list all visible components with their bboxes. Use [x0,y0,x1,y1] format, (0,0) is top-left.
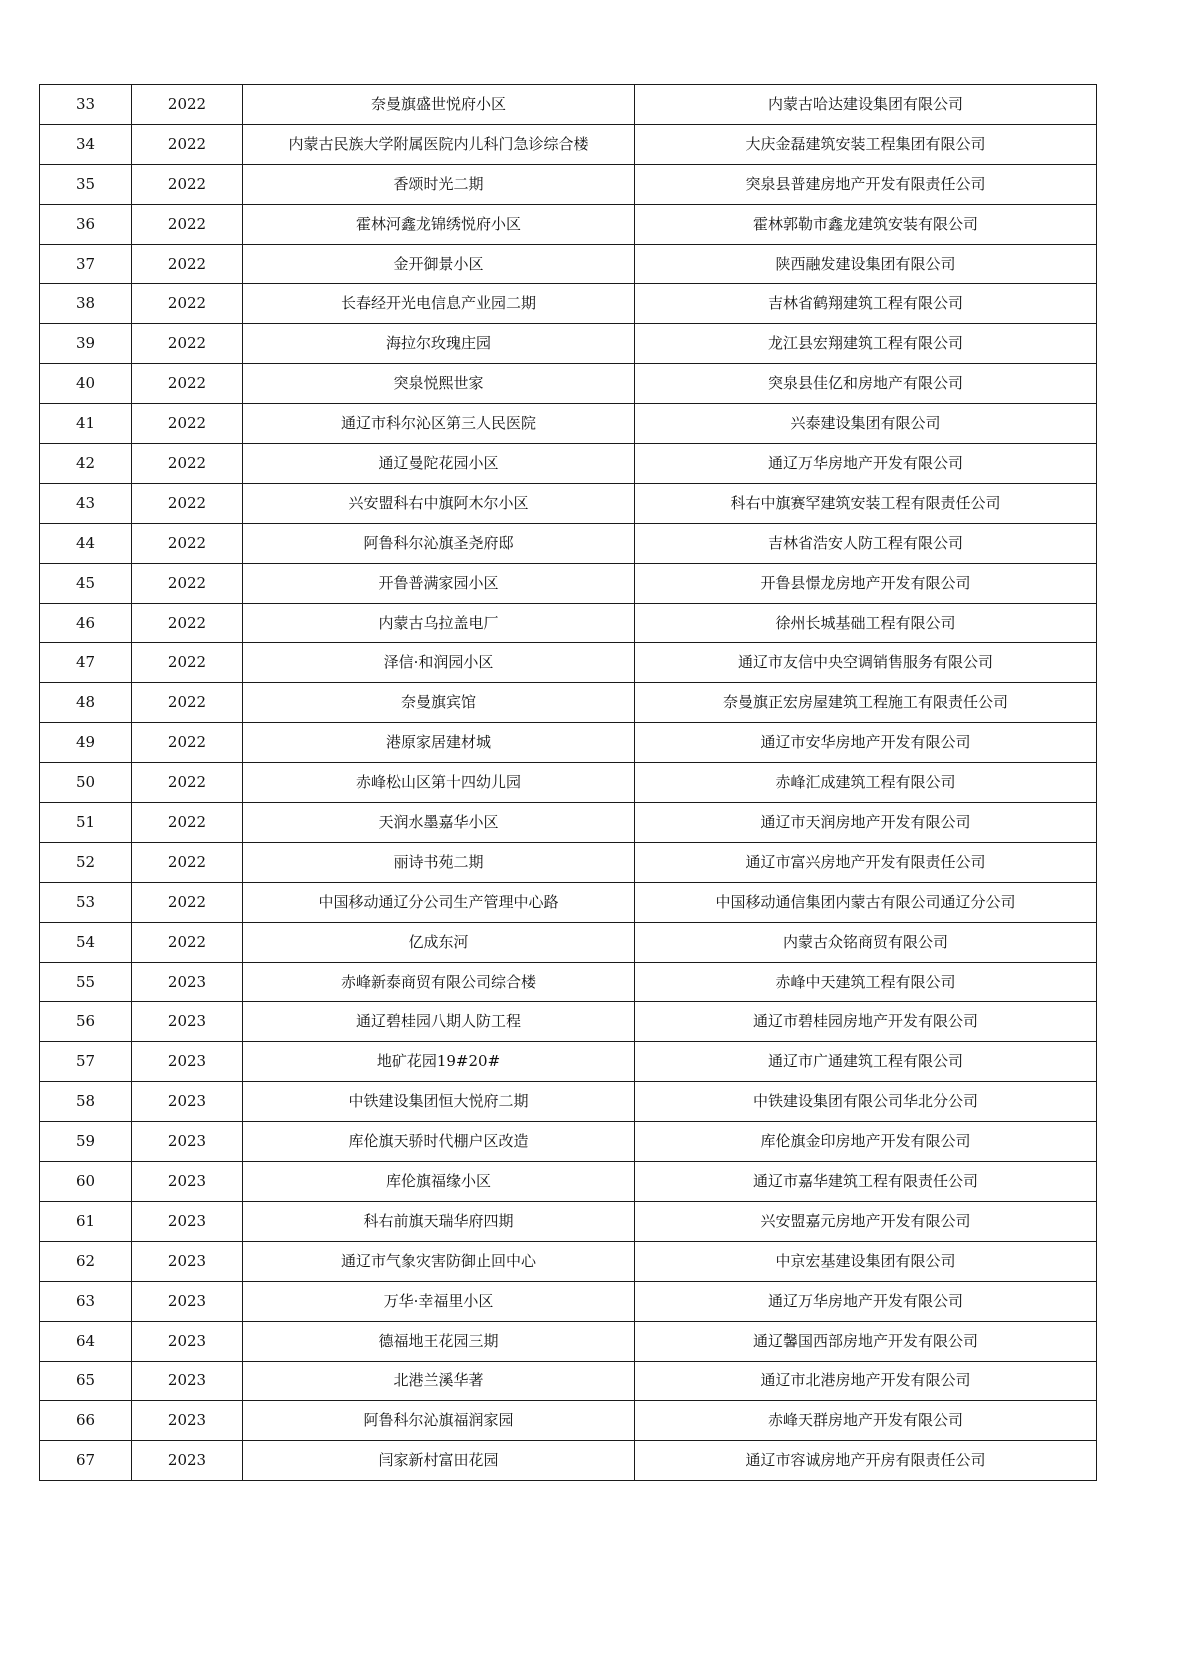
row-project-name-cell: 突泉悦熙世家 [243,364,635,404]
row-company-name-cell: 通辽市容诚房地产开房有限责任公司 [635,1441,1097,1481]
row-company-name-cell: 通辽市北港房地产开发有限公司 [635,1361,1097,1401]
row-year-cell: 2023 [132,1122,243,1162]
row-year-cell: 2023 [132,1241,243,1281]
row-year-cell: 2022 [132,124,243,164]
row-project-name-cell: 内蒙古乌拉盖电厂 [243,603,635,643]
row-year-cell: 2022 [132,244,243,284]
table-row [40,643,1097,683]
row-company-name-cell: 奈曼旗正宏房屋建筑工程施工有限责任公司 [635,683,1097,723]
table-row [40,1321,1097,1361]
row-number-cell: 66 [40,1401,132,1441]
row-company-name-cell: 库伦旗金印房地产开发有限公司 [635,1122,1097,1162]
row-project-name-cell: 霍林河鑫龙锦绣悦府小区 [243,204,635,244]
row-number-cell: 39 [40,324,132,364]
row-company-name-cell: 通辽万华房地产开发有限公司 [635,444,1097,484]
table-row [40,1281,1097,1321]
table-row [40,85,1097,125]
table-row [40,763,1097,803]
row-company-name-cell: 中京宏基建设集团有限公司 [635,1241,1097,1281]
row-company-name-cell: 兴安盟嘉元房地产开发有限公司 [635,1201,1097,1241]
row-number-cell: 33 [40,85,132,125]
row-project-name-cell: 海拉尔玫瑰庄园 [243,324,635,364]
row-company-name-cell: 赤峰汇成建筑工程有限公司 [635,763,1097,803]
row-number-cell: 47 [40,643,132,683]
table-row [40,1441,1097,1481]
table-row [40,1162,1097,1202]
row-project-name-cell: 开鲁普满家园小区 [243,563,635,603]
table-row [40,1082,1097,1122]
row-year-cell: 2022 [132,683,243,723]
row-year-cell: 2023 [132,1281,243,1321]
row-company-name-cell: 霍林郭勒市鑫龙建筑安装有限公司 [635,204,1097,244]
row-project-name-cell: 天润水墨嘉华小区 [243,803,635,843]
table-row [40,683,1097,723]
row-company-name-cell: 突泉县佳亿和房地产有限公司 [635,364,1097,404]
row-number-cell: 53 [40,882,132,922]
row-year-cell: 2022 [132,723,243,763]
row-company-name-cell: 赤峰天群房地产开发有限公司 [635,1401,1097,1441]
table-row [40,1002,1097,1042]
table-row [40,444,1097,484]
row-project-name-cell: 通辽碧桂园八期人防工程 [243,1002,635,1042]
row-number-cell: 58 [40,1082,132,1122]
row-company-name-cell: 科右中旗赛罕建筑安装工程有限责任公司 [635,483,1097,523]
row-year-cell: 2022 [132,803,243,843]
row-company-name-cell: 通辽市友信中央空调销售服务有限公司 [635,643,1097,683]
row-project-name-cell: 科右前旗天瑞华府四期 [243,1201,635,1241]
table-row [40,842,1097,882]
row-project-name-cell: 中铁建设集团恒大悦府二期 [243,1082,635,1122]
row-project-name-cell: 通辽市科尔沁区第三人民医院 [243,404,635,444]
row-number-cell: 49 [40,723,132,763]
row-number-cell: 45 [40,563,132,603]
row-number-cell: 37 [40,244,132,284]
row-year-cell: 2022 [132,842,243,882]
table-row [40,364,1097,404]
table-row [40,284,1097,324]
row-project-name-cell: 通辽市气象灾害防御止回中心 [243,1241,635,1281]
row-project-name-cell: 港原家居建材城 [243,723,635,763]
row-project-name-cell: 通辽曼陀花园小区 [243,444,635,484]
row-year-cell: 2022 [132,364,243,404]
table-body [40,85,1097,1481]
row-company-name-cell: 大庆金磊建筑安装工程集团有限公司 [635,124,1097,164]
row-company-name-cell: 通辽市广通建筑工程有限公司 [635,1042,1097,1082]
table-row [40,1122,1097,1162]
table-row [40,603,1097,643]
table-row [40,922,1097,962]
row-year-cell: 2023 [132,1441,243,1481]
row-year-cell: 2022 [132,404,243,444]
row-number-cell: 63 [40,1281,132,1321]
row-project-name-cell: 赤峰松山区第十四幼儿园 [243,763,635,803]
table-row [40,124,1097,164]
row-project-name-cell: 丽诗书苑二期 [243,842,635,882]
row-year-cell: 2023 [132,1321,243,1361]
row-number-cell: 43 [40,483,132,523]
row-company-name-cell: 赤峰中天建筑工程有限公司 [635,962,1097,1002]
table-row [40,523,1097,563]
row-year-cell: 2022 [132,922,243,962]
table-row [40,244,1097,284]
row-number-cell: 56 [40,1002,132,1042]
row-company-name-cell: 通辽馨国西部房地产开发有限公司 [635,1321,1097,1361]
row-year-cell: 2022 [132,204,243,244]
row-number-cell: 60 [40,1162,132,1202]
table-row [40,1201,1097,1241]
row-company-name-cell: 吉林省浩安人防工程有限公司 [635,523,1097,563]
row-project-name-cell: 万华·幸福里小区 [243,1281,635,1321]
row-number-cell: 67 [40,1441,132,1481]
row-number-cell: 52 [40,842,132,882]
row-year-cell: 2023 [132,1401,243,1441]
row-number-cell: 51 [40,803,132,843]
table-row [40,483,1097,523]
row-project-name-cell: 地矿花园19#20# [243,1042,635,1082]
row-company-name-cell: 徐州长城基础工程有限公司 [635,603,1097,643]
table-row [40,882,1097,922]
row-number-cell: 41 [40,404,132,444]
row-company-name-cell: 通辽市天润房地产开发有限公司 [635,803,1097,843]
table-row [40,1361,1097,1401]
row-number-cell: 40 [40,364,132,404]
row-project-name-cell: 德福地王花园三期 [243,1321,635,1361]
row-year-cell: 2023 [132,962,243,1002]
row-year-cell: 2023 [132,1162,243,1202]
row-year-cell: 2022 [132,882,243,922]
project-records-table [39,84,1097,1481]
row-number-cell: 48 [40,683,132,723]
row-year-cell: 2023 [132,1201,243,1241]
table-row [40,324,1097,364]
table-row [40,723,1097,763]
row-number-cell: 50 [40,763,132,803]
row-company-name-cell: 突泉县普建房地产开发有限责任公司 [635,164,1097,204]
row-year-cell: 2022 [132,563,243,603]
row-number-cell: 55 [40,962,132,1002]
row-project-name-cell: 香颂时光二期 [243,164,635,204]
row-number-cell: 57 [40,1042,132,1082]
table-row [40,563,1097,603]
row-project-name-cell: 阿鲁科尔沁旗福润家园 [243,1401,635,1441]
row-number-cell: 35 [40,164,132,204]
row-year-cell: 2022 [132,284,243,324]
row-year-cell: 2022 [132,164,243,204]
row-project-name-cell: 中国移动通辽分公司生产管理中心路 [243,882,635,922]
row-number-cell: 65 [40,1361,132,1401]
row-year-cell: 2023 [132,1361,243,1401]
table-row [40,404,1097,444]
row-year-cell: 2022 [132,763,243,803]
row-number-cell: 46 [40,603,132,643]
row-year-cell: 2022 [132,523,243,563]
row-number-cell: 62 [40,1241,132,1281]
table-row [40,164,1097,204]
row-company-name-cell: 吉林省鹤翔建筑工程有限公司 [635,284,1097,324]
row-number-cell: 61 [40,1201,132,1241]
table-row [40,803,1097,843]
row-project-name-cell: 泽信·和润园小区 [243,643,635,683]
row-company-name-cell: 中铁建设集团有限公司华北分公司 [635,1082,1097,1122]
table-row [40,1401,1097,1441]
table-row [40,204,1097,244]
row-number-cell: 54 [40,922,132,962]
row-project-name-cell: 奈曼旗盛世悦府小区 [243,85,635,125]
row-number-cell: 64 [40,1321,132,1361]
row-project-name-cell: 金开御景小区 [243,244,635,284]
row-company-name-cell: 陕西融发建设集团有限公司 [635,244,1097,284]
row-company-name-cell: 兴泰建设集团有限公司 [635,404,1097,444]
row-project-name-cell: 闫家新村富田花园 [243,1441,635,1481]
row-year-cell: 2022 [132,643,243,683]
row-project-name-cell: 库伦旗天骄时代棚户区改造 [243,1122,635,1162]
row-number-cell: 36 [40,204,132,244]
row-company-name-cell: 通辽市富兴房地产开发有限责任公司 [635,842,1097,882]
row-year-cell: 2023 [132,1082,243,1122]
table-row [40,962,1097,1002]
row-year-cell: 2023 [132,1042,243,1082]
row-project-name-cell: 内蒙古民族大学附属医院内儿科门急诊综合楼 [243,124,635,164]
row-company-name-cell: 通辽市嘉华建筑工程有限责任公司 [635,1162,1097,1202]
row-number-cell: 38 [40,284,132,324]
row-number-cell: 34 [40,124,132,164]
row-company-name-cell: 内蒙古众铭商贸有限公司 [635,922,1097,962]
row-company-name-cell: 通辽万华房地产开发有限公司 [635,1281,1097,1321]
row-project-name-cell: 奈曼旗宾馆 [243,683,635,723]
row-number-cell: 44 [40,523,132,563]
row-company-name-cell: 内蒙古哈达建设集团有限公司 [635,85,1097,125]
row-project-name-cell: 北港兰溪华著 [243,1361,635,1401]
table-row [40,1042,1097,1082]
row-year-cell: 2022 [132,85,243,125]
row-company-name-cell: 龙江县宏翔建筑工程有限公司 [635,324,1097,364]
row-project-name-cell: 阿鲁科尔沁旗圣尧府邸 [243,523,635,563]
row-company-name-cell: 中国移动通信集团内蒙古有限公司通辽分公司 [635,882,1097,922]
row-project-name-cell: 亿成东河 [243,922,635,962]
row-year-cell: 2022 [132,324,243,364]
row-year-cell: 2023 [132,1002,243,1042]
row-project-name-cell: 库伦旗福缘小区 [243,1162,635,1202]
row-project-name-cell: 长春经开光电信息产业园二期 [243,284,635,324]
row-year-cell: 2022 [132,603,243,643]
row-company-name-cell: 通辽市安华房地产开发有限公司 [635,723,1097,763]
row-number-cell: 42 [40,444,132,484]
row-company-name-cell: 开鲁县憬龙房地产开发有限公司 [635,563,1097,603]
table-row [40,1241,1097,1281]
row-year-cell: 2022 [132,483,243,523]
row-year-cell: 2022 [132,444,243,484]
row-number-cell: 59 [40,1122,132,1162]
row-project-name-cell: 赤峰新泰商贸有限公司综合楼 [243,962,635,1002]
row-project-name-cell: 兴安盟科右中旗阿木尔小区 [243,483,635,523]
row-company-name-cell: 通辽市碧桂园房地产开发有限公司 [635,1002,1097,1042]
